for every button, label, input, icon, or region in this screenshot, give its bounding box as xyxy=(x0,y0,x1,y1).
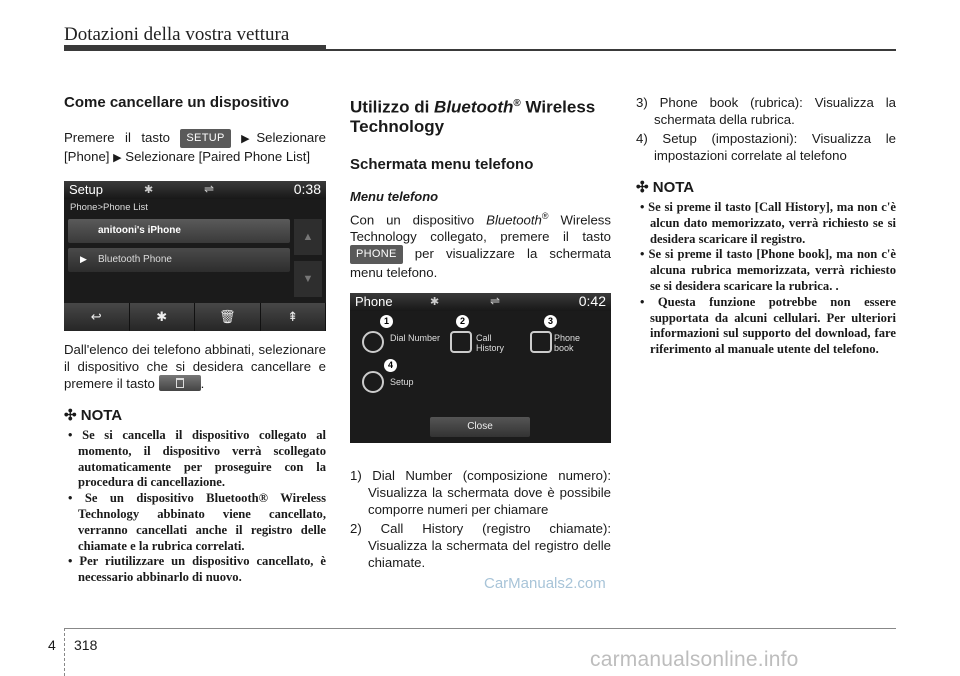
move-top-icon: ⇞ xyxy=(261,303,327,331)
note-list xyxy=(64,428,326,586)
callout-1: 1 xyxy=(380,315,393,328)
section-number: 4 xyxy=(48,637,56,653)
footer-divider xyxy=(64,628,65,676)
screen-title: Setup xyxy=(69,182,103,197)
trash-key-icon xyxy=(159,375,201,391)
phone-instructions: Con un dispositivo Bluetooth® Wireless Technology collegato, premere il tasto PHONE per visualizzare la schermata menu telefono. xyxy=(350,210,611,281)
list-item: 4) Setup (impostazioni): Visualizza le impostazioni correlate al telefono xyxy=(636,131,896,163)
call-history-icon xyxy=(450,331,472,353)
usb-icon: ⇌ xyxy=(490,294,501,309)
footer-rule xyxy=(64,628,896,629)
note-cross-icon: ✣ xyxy=(64,407,77,424)
list-item: • Per riutilizzare un dispositivo cancellato, è necessario abbinarlo di nuovo. xyxy=(64,554,326,586)
header-bar xyxy=(64,45,326,51)
list-item: • Se un dispositivo Bluetooth® Wireless Technology abbinato viene cancellato, verranno cancellati anche il registro delle chiamate e la rubrica correlati. xyxy=(64,491,326,554)
note-list xyxy=(636,200,896,358)
note-heading: ✣ NOTA xyxy=(636,179,695,196)
list-item: 1) Dial Number (composizione numero): Visualizza la schermata dove è possibile comporre numeri per chiamare xyxy=(350,468,611,518)
dial-number-label: Dial Number xyxy=(390,333,441,344)
callout-3: 3 xyxy=(544,315,557,328)
page-number: 318 xyxy=(74,637,98,653)
screen-toolbar xyxy=(64,303,326,331)
function-list-continued xyxy=(636,94,896,164)
trash-icon: 🗑 xyxy=(195,303,261,331)
site-logo[interactable]: carmanualsonline.info xyxy=(590,648,799,671)
bluetooth-icon: ✱ xyxy=(430,296,440,309)
back-icon: ↩ xyxy=(64,303,130,331)
phone-key-icon: PHONE xyxy=(350,245,403,264)
phone-book-icon xyxy=(530,331,552,353)
setup-label: Setup xyxy=(390,377,414,388)
scroll-up-icon: ▲ xyxy=(294,219,322,255)
list-item: • Se si preme il tasto [Phone book], ma non c'è alcuna rubrica memorizzata, verrà richiesto se si desidera scaricare la rubrica. . xyxy=(636,247,896,294)
delete-instructions: Dall'elenco dei telefono abbinati, selezionare il dispositivo che si desidera cancellare e premere il tasto . xyxy=(64,342,326,391)
bluetooth-icon: ✱ xyxy=(144,184,154,196)
header-rule xyxy=(326,49,896,51)
page-header-title: Dotazioni della vostra vettura xyxy=(64,24,290,45)
list-item: • Se si cancella il dispositivo collegato al momento, il dispositivo verrà scollegato automaticamente per proseguire con la procedura di cancellazione. xyxy=(64,428,326,491)
note-heading: ✣ NOTA xyxy=(64,407,123,424)
column-right xyxy=(636,94,896,358)
list-item: anitooni's iPhone xyxy=(68,219,290,243)
menu-title: Menu telefono xyxy=(350,188,439,204)
list-item: 3) Phone book (rubrica): Visualizza la schermata della rubrica. xyxy=(636,95,896,127)
setup-key-icon: SETUP xyxy=(180,129,230,148)
function-list xyxy=(350,467,611,571)
column-left xyxy=(64,94,326,586)
phone-book-label: Phone book xyxy=(554,333,581,354)
breadcrumb: Phone>Phone List xyxy=(70,202,148,213)
phone-handset-icon xyxy=(362,331,384,353)
scroll-down-icon: ▼ xyxy=(294,261,322,297)
callout-2: 2 xyxy=(456,315,469,328)
section-heading: Come cancellare un dispositivo xyxy=(64,94,290,111)
screen-time: 0:42 xyxy=(578,293,606,310)
screen-title: Phone xyxy=(355,294,393,310)
section-heading: Utilizzo di Bluetooth® Wireless Technology xyxy=(350,97,596,136)
play-icon: ▶ xyxy=(80,254,87,264)
call-history-label: Call History xyxy=(476,333,505,354)
watermark-link[interactable]: CarManuals2.com xyxy=(484,575,606,592)
usb-icon: ⇌ xyxy=(204,182,215,196)
step-instructions: Premere il tasto SETUP ▶Selezionare [Phone] ▶ Selezionare [Paired Phone List] xyxy=(64,130,326,164)
setup-screen-image xyxy=(64,181,326,331)
arrow-right-icon: ▶ xyxy=(241,133,257,145)
list-item: • Se si preme il tasto [Call History], ma non c'è alcun dato memorizzato, verrà richiesto se si desidera scaricare il registro. xyxy=(636,200,896,247)
list-item: 2) Call History (registro chiamate): Visualizza la schermata del registro delle chiamate. xyxy=(350,521,611,571)
gear-icon xyxy=(362,371,384,393)
close-button: Close xyxy=(430,417,530,437)
callout-4: 4 xyxy=(384,359,397,372)
bluetooth-disconnect-icon: ✱ xyxy=(130,303,196,331)
phone-screen-image xyxy=(350,293,611,443)
list-item: ▶ Bluetooth Phone xyxy=(68,248,290,272)
column-middle xyxy=(350,94,611,573)
list-item: • Questa funzione potrebbe non essere supportata da alcuni cellulari. Per ulteriori informazioni sul supporto del download, fare riferimento al manuale utente del telefono. xyxy=(636,295,896,358)
subheading: Schermata menu telefono xyxy=(350,155,534,173)
arrow-right-icon: ▶ xyxy=(113,152,122,164)
screen-time: 0:38 xyxy=(293,181,321,197)
note-cross-icon: ✣ xyxy=(636,179,649,196)
